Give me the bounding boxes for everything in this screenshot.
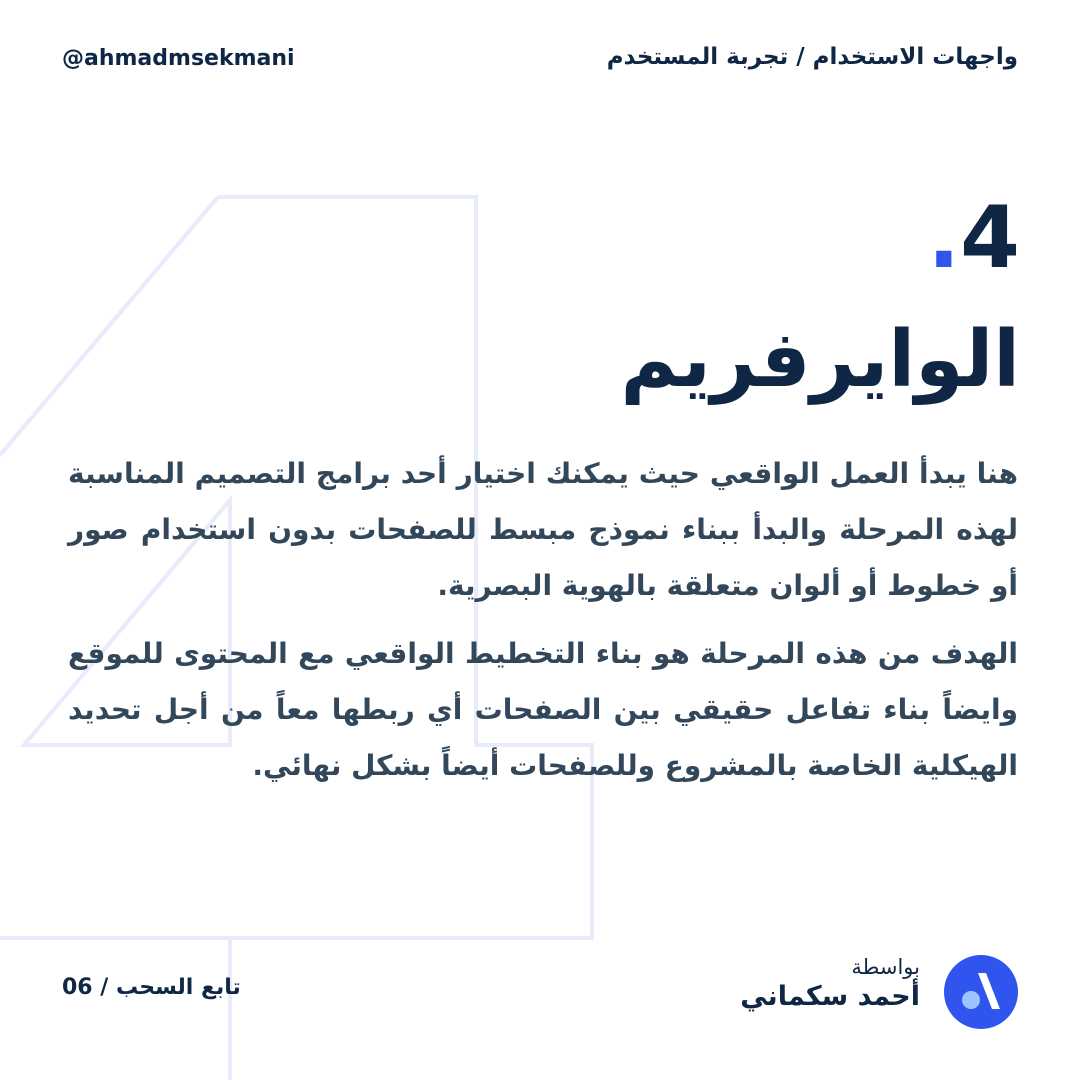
body-paragraph-2: الهدف من هذه المرحلة هو بناء التخطيط الواقعي مع المحتوى للموقع وايضاً بناء تفاعل حقيقي بين الصفحات أي ربطها معاً من أجل تحديد الهيكلية الخاصة بالمشروع وللصفحات أيضاً بشكل نهائي. <box>68 637 1018 782</box>
body-paragraph-1: هنا يبدأ العمل الواقعي حيث يمكنك اختيار أحد برامج التصميم المناسبة لهذه المرحلة والبدأ ببناء نموذج مبسط للصفحات بدون استخدام صور أو خطوط أو ألوان متعلقة بالهوية البصرية. <box>68 457 1018 602</box>
category-breadcrumb: واجهات الاستخدام / تجربة المستخدم <box>606 44 1018 70</box>
swipe-indicator: تابع السحب / 06 <box>62 975 241 1000</box>
by-label: بواسطة <box>851 955 920 979</box>
slide-number-value: 4 <box>960 188 1020 288</box>
author-block <box>740 955 920 1012</box>
slide-number-dot: . <box>927 188 961 288</box>
author-logo-icon <box>944 955 1018 1029</box>
slide-body <box>68 446 1018 806</box>
author-name: أحمد سكماني <box>740 981 920 1012</box>
slide-title: الوايرفريم <box>620 315 1020 405</box>
author-handle: @ahmadmsekmani <box>62 46 295 71</box>
slide-number <box>927 188 1020 288</box>
